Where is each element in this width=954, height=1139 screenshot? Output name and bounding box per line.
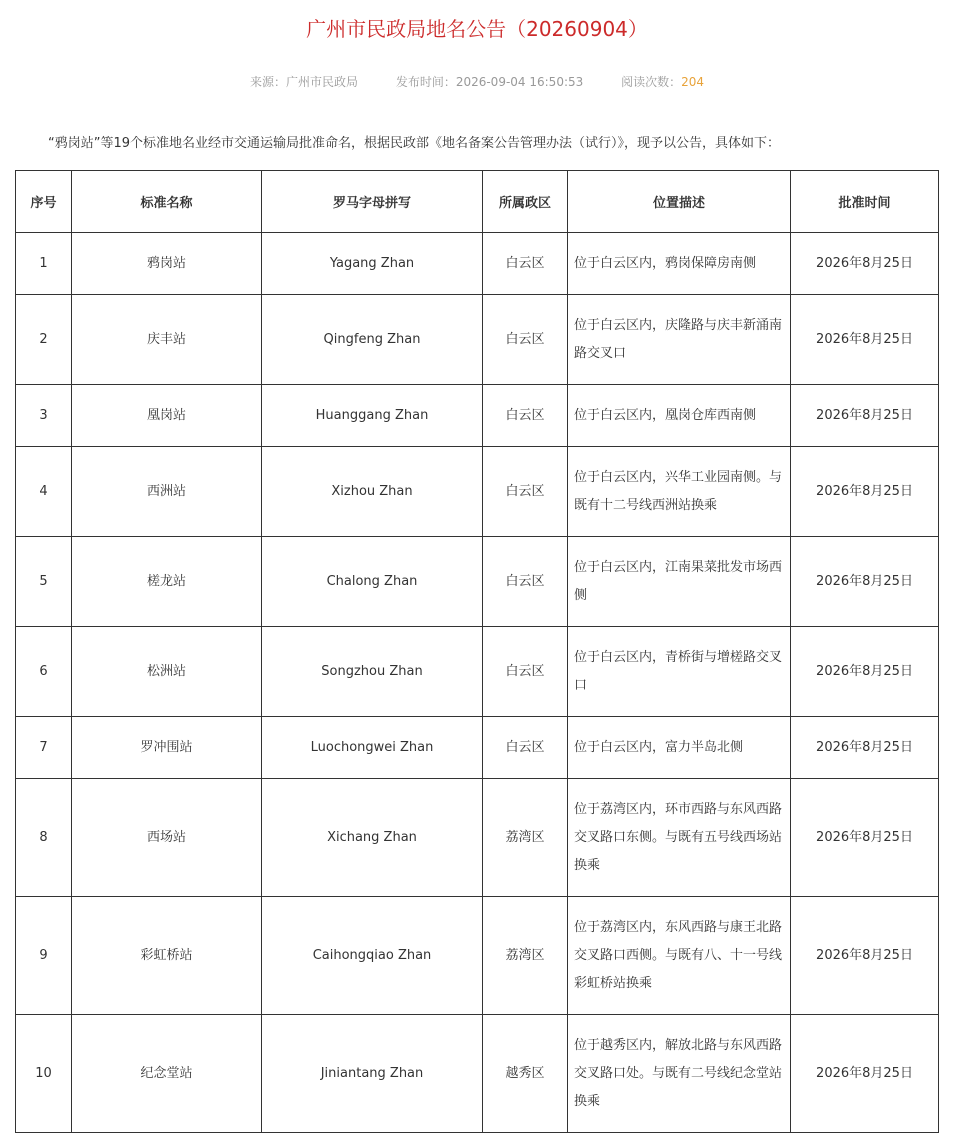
cell-date: 2026年8月25日 [791,897,939,1015]
cell-name: 松洲站 [72,627,262,717]
publish-time: 发布时间：2026-09-04 16:50:53 [395,75,584,89]
cell-pinyin: Yagang Zhan [262,233,483,295]
cell-desc: 位于白云区内，江南果菜批发市场西侧 [568,537,791,627]
cell-pinyin: Huanggang Zhan [262,385,483,447]
table-row [16,385,939,447]
cell-desc: 位于白云区内，凰岗仓库西南侧 [568,385,791,447]
cell-date: 2026年8月25日 [791,627,939,717]
cell-district: 白云区 [483,295,568,385]
header-pinyin: 罗马字母拼写 [262,171,483,233]
header-name: 标准名称 [72,171,262,233]
cell-name: 西洲站 [72,447,262,537]
cell-pinyin: Caihongqiao Zhan [262,897,483,1015]
cell-pinyin: Qingfeng Zhan [262,295,483,385]
table-header-row [16,171,939,233]
cell-date: 2026年8月25日 [791,295,939,385]
table-row [16,447,939,537]
cell-district: 荔湾区 [483,897,568,1015]
cell-desc: 位于荔湾区内，东风西路与康王北路交叉路口西侧。与既有八、十一号线彩虹桥站换乘 [568,897,791,1015]
table-row [16,717,939,779]
cell-name: 庆丰站 [72,295,262,385]
cell-date: 2026年8月25日 [791,385,939,447]
cell-name: 鸦岗站 [72,233,262,295]
cell-date: 2026年8月25日 [791,717,939,779]
cell-desc: 位于越秀区内，解放北路与东风西路交叉路口处。与既有二号线纪念堂站换乘 [568,1015,791,1133]
cell-name: 凰岗站 [72,385,262,447]
cell-name: 罗冲围站 [72,717,262,779]
cell-desc: 位于荔湾区内，环市西路与东风西路交叉路口东侧。与既有五号线西场站换乘 [568,779,791,897]
cell-desc: 位于白云区内，青桥街与增槎路交叉口 [568,627,791,717]
cell-pinyin: Songzhou Zhan [262,627,483,717]
cell-index: 3 [16,385,72,447]
cell-index: 10 [16,1015,72,1133]
cell-date: 2026年8月25日 [791,447,939,537]
cell-name: 西场站 [72,779,262,897]
table-row [16,627,939,717]
cell-index: 7 [16,717,72,779]
cell-index: 6 [16,627,72,717]
cell-name: 彩虹桥站 [72,897,262,1015]
header-district: 所属政区 [483,171,568,233]
cell-pinyin: Chalong Zhan [262,537,483,627]
cell-name: 纪念堂站 [72,1015,262,1133]
cell-date: 2026年8月25日 [791,1015,939,1133]
cell-district: 白云区 [483,627,568,717]
cell-district: 白云区 [483,385,568,447]
cell-index: 8 [16,779,72,897]
table-row [16,233,939,295]
cell-pinyin: Luochongwei Zhan [262,717,483,779]
cell-district: 荔湾区 [483,779,568,897]
header-index: 序号 [16,171,72,233]
cell-desc: 位于白云区内，鸦岗保障房南侧 [568,233,791,295]
read-count-label: 阅读次数： [621,75,682,89]
cell-pinyin: Xichang Zhan [262,779,483,897]
table-row [16,295,939,385]
page-title: 广州市民政局地名公告（20260904） [306,17,648,41]
intro-paragraph: “鸦岗站”等19个标准地名业经市交通运输局批准命名，根据民政部《地名备案公告管理办法（试行）》，现予以公告，具体如下： [48,136,781,151]
cell-date: 2026年8月25日 [791,779,939,897]
cell-district: 白云区 [483,717,568,779]
cell-name: 槎龙站 [72,537,262,627]
read-count-group [621,72,704,92]
cell-index: 1 [16,233,72,295]
source-text: 来源：广州市民政局 [249,75,358,89]
cell-pinyin: Jiniantang Zhan [262,1015,483,1133]
cell-index: 5 [16,537,72,627]
cell-district: 白云区 [483,537,568,627]
cell-district: 白云区 [483,447,568,537]
cell-index: 2 [16,295,72,385]
header-desc: 位置描述 [568,171,791,233]
cell-index: 4 [16,447,72,537]
table-row [16,537,939,627]
place-name-table [15,170,939,1133]
article-meta [0,72,954,92]
table-row [16,779,939,897]
cell-date: 2026年8月25日 [791,233,939,295]
cell-district: 白云区 [483,233,568,295]
table-row [16,897,939,1015]
cell-desc: 位于白云区内，庆隆路与庆丰新涌南路交叉口 [568,295,791,385]
cell-pinyin: Xizhou Zhan [262,447,483,537]
cell-district: 越秀区 [483,1015,568,1133]
cell-desc: 位于白云区内，富力半岛北侧 [568,717,791,779]
cell-desc: 位于白云区内，兴华工业园南侧。与既有十二号线西洲站换乘 [568,447,791,537]
cell-date: 2026年8月25日 [791,537,939,627]
table-row [16,1015,939,1133]
header-date: 批准时间 [791,171,939,233]
read-count-value: 204 [681,75,705,89]
cell-index: 9 [16,897,72,1015]
